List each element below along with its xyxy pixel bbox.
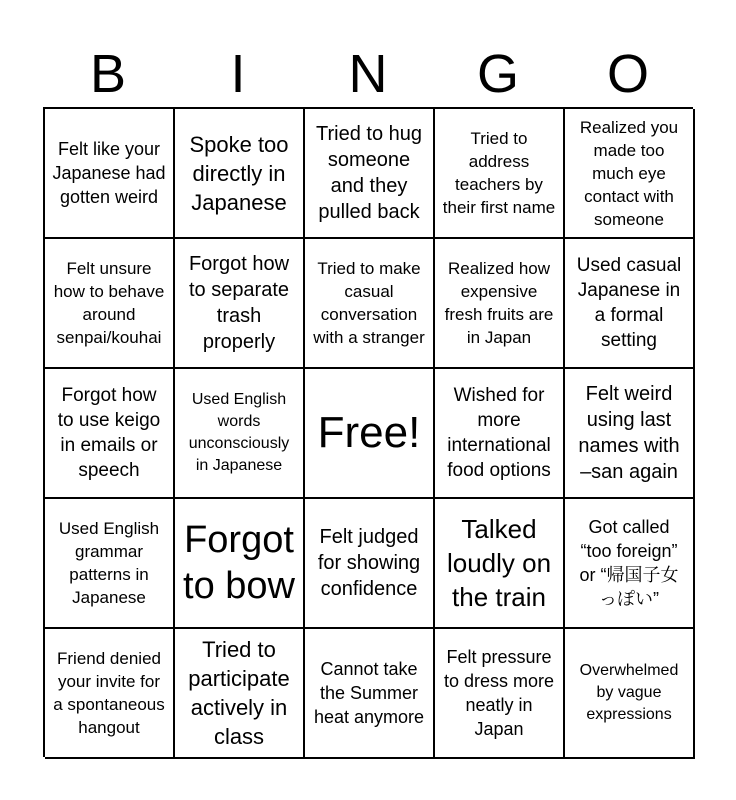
bingo-cell-free[interactable] bbox=[305, 369, 435, 499]
bingo-cell[interactable] bbox=[435, 629, 565, 759]
bingo-grid bbox=[43, 107, 693, 757]
cell-text: Felt pressure to dress more neatly in Japan bbox=[443, 647, 555, 739]
cell-text: Used casual Japanese in a formal setting bbox=[576, 255, 682, 351]
cell-text: Tried to hug someone and they pulled back bbox=[316, 123, 422, 223]
bingo-cell[interactable] bbox=[45, 239, 175, 369]
cell-text: Used English words unconsciously in Japanese bbox=[188, 391, 290, 474]
bingo-cell[interactable] bbox=[565, 369, 695, 499]
bingo-cell[interactable] bbox=[45, 499, 175, 629]
bingo-cell[interactable] bbox=[435, 109, 565, 239]
header-letter-o: O bbox=[606, 44, 649, 104]
cell-text: Forgot how to use keigo in emails or speech bbox=[57, 385, 161, 481]
bingo-header bbox=[43, 44, 693, 104]
cell-text: Forgot to bow bbox=[183, 519, 295, 607]
cell-text: Got called “too foreign” or “帰国子女っぽい” bbox=[579, 517, 679, 609]
bingo-cell[interactable] bbox=[565, 109, 695, 239]
cell-text: Spoke too directly in Japanese bbox=[189, 131, 289, 215]
header-letter-b: B bbox=[89, 44, 127, 104]
bingo-cell[interactable] bbox=[565, 629, 695, 759]
bingo-cell[interactable] bbox=[305, 239, 435, 369]
cell-text: Felt unsure how to behave around senpai/kouhai bbox=[53, 259, 165, 347]
cell-text: Overwhelmed by vague expressions bbox=[579, 662, 679, 723]
cell-text: Forgot how to separate trash properly bbox=[188, 253, 290, 353]
cell-text: Friend denied your invite for a spontaneous hangout bbox=[53, 649, 165, 737]
bingo-cell[interactable] bbox=[45, 369, 175, 499]
bingo-cell[interactable] bbox=[305, 499, 435, 629]
bingo-cell[interactable] bbox=[175, 499, 305, 629]
bingo-cell[interactable] bbox=[175, 239, 305, 369]
cell-text: Tried to make casual conversation with a stranger bbox=[313, 259, 425, 347]
header-letter-g: G bbox=[476, 44, 519, 104]
bingo-cell[interactable] bbox=[435, 369, 565, 499]
cell-text: Wished for more international food options bbox=[447, 385, 551, 481]
bingo-cell[interactable] bbox=[435, 239, 565, 369]
bingo-cell[interactable] bbox=[45, 629, 175, 759]
bingo-cell[interactable] bbox=[45, 109, 175, 239]
cell-text: Tried to address teachers by their first name bbox=[442, 129, 556, 217]
cell-text: Felt weird using last names with –san again bbox=[578, 383, 680, 483]
bingo-cell[interactable] bbox=[175, 629, 305, 759]
cell-text: Realized how expensive fresh fruits are in Japan bbox=[444, 259, 554, 347]
bingo-cell[interactable] bbox=[565, 239, 695, 369]
cell-text: Felt judged for showing confidence bbox=[317, 526, 421, 600]
cell-text: Felt like your Japanese had gotten weird bbox=[52, 139, 166, 207]
bingo-cell[interactable] bbox=[435, 499, 565, 629]
header-letter-i: I bbox=[230, 44, 246, 104]
bingo-cell[interactable] bbox=[565, 499, 695, 629]
cell-text: Realized you made too much eye contact with someone bbox=[579, 117, 679, 229]
bingo-cell[interactable] bbox=[175, 369, 305, 499]
cell-text: Talked loudly on the train bbox=[446, 514, 552, 612]
bingo-cell[interactable] bbox=[175, 109, 305, 239]
cell-text: Used English grammar patterns in Japanese bbox=[58, 519, 160, 607]
bingo-cell[interactable] bbox=[305, 629, 435, 759]
cell-text: Tried to participate actively in class bbox=[188, 637, 290, 749]
free-space-label: Free! bbox=[317, 408, 421, 457]
header-letter-n: N bbox=[348, 44, 388, 104]
cell-text: Cannot take the Summer heat anymore bbox=[313, 659, 425, 727]
bingo-cell[interactable] bbox=[305, 109, 435, 239]
